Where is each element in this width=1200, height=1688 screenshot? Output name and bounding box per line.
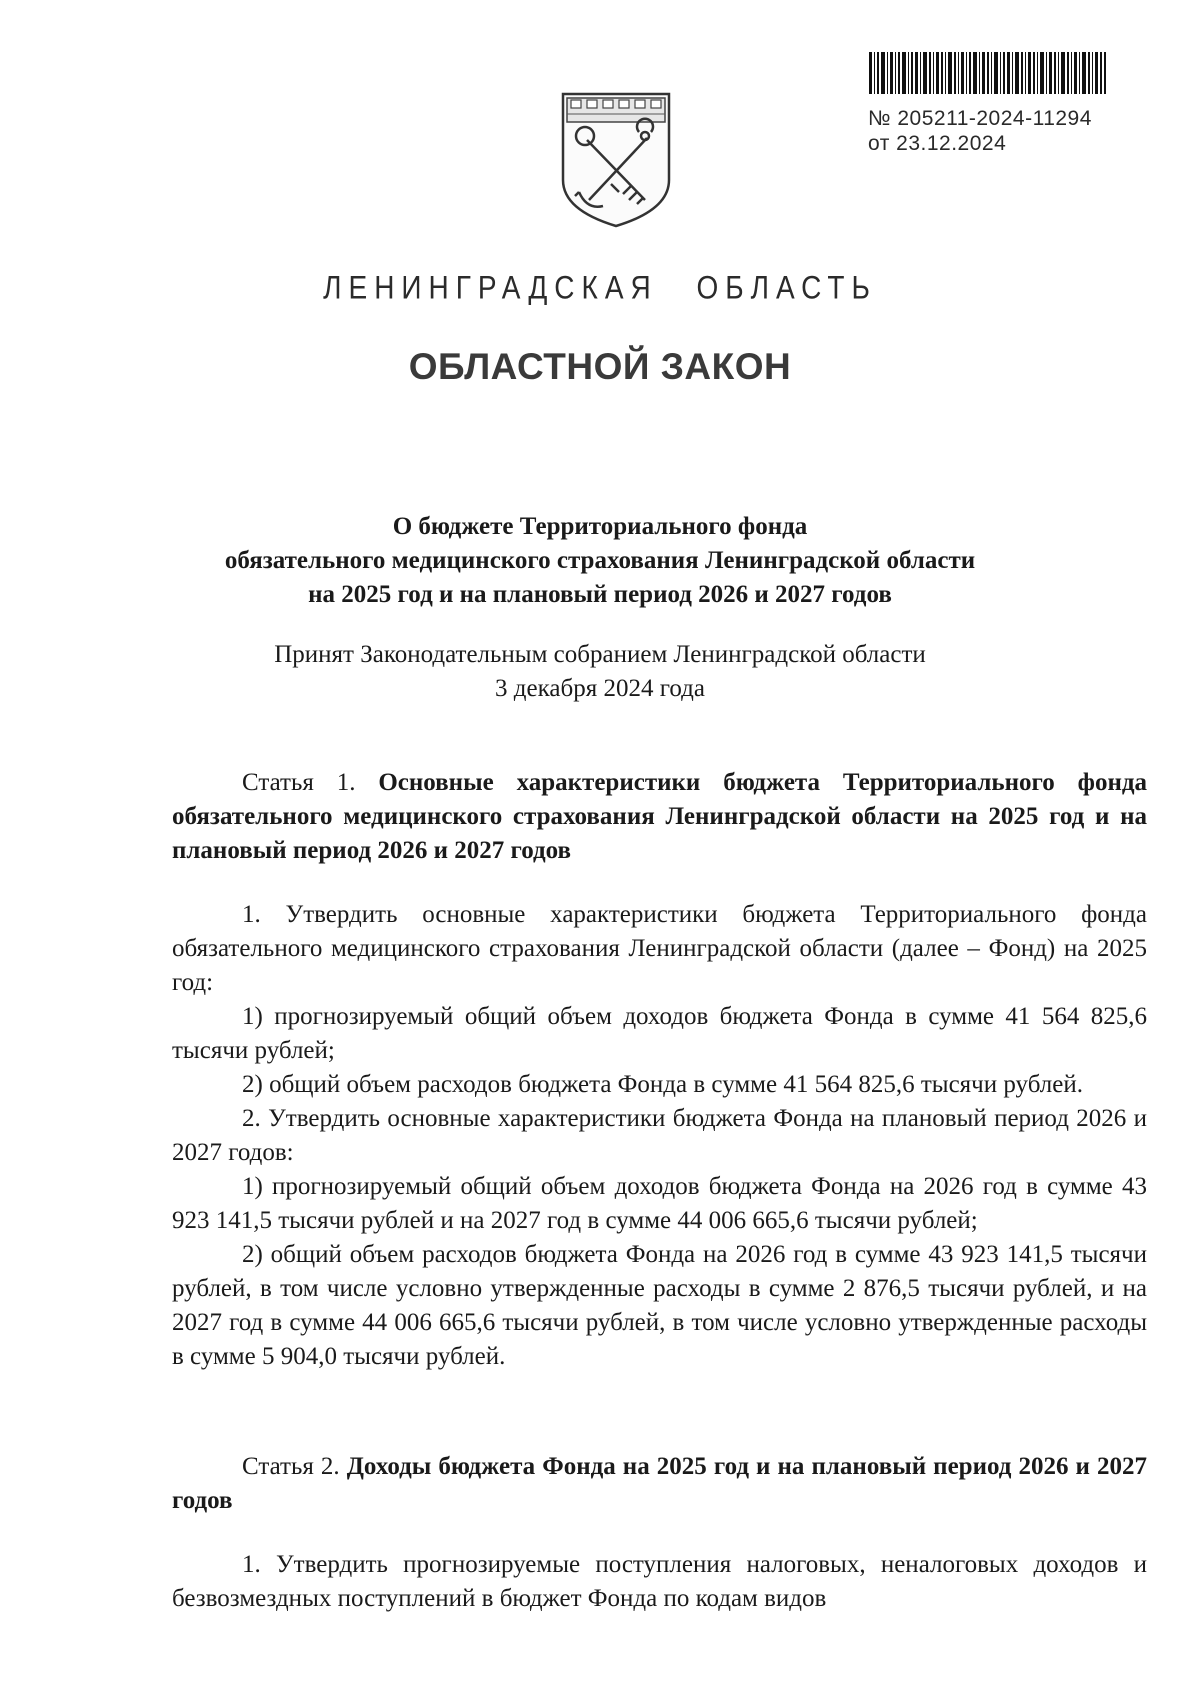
registration-number: № 205211-2024-11294: [868, 107, 1092, 130]
law-title-line-2: обязательного медицинского страхования Ленинградской области: [224, 547, 976, 574]
adoption-note: [0, 638, 1200, 706]
article-1-prefix: Статья 1.: [242, 769, 356, 796]
law-title-line-1: О бюджете Территориального фонда: [392, 513, 808, 540]
article-2-title: Доходы бюджета Фонда на 2025 год и на плановый период 2026 и 2027 годов: [172, 1453, 1147, 1514]
article-1-item-2-2: 2) общий объем расходов бюджета Фонда на 2026 год в сумме 43 923 141,5 тысячи рублей, в том числе условно утвержденные расходы в сумме 2 876,5 тысячи рублей, и на 2027 год в сумме 44 006 665,6 тысячи рублей, в том числе условно утвержденные расходы в сумме 5 904,0 тысячи рублей.: [172, 1241, 1147, 1370]
article-1: [172, 766, 1147, 1374]
barcode-icon: [869, 52, 1106, 94]
region-heading: ЛЕНИНГРАДСКАЯ ОБЛАСТЬ: [323, 269, 877, 306]
article-1-item-2-1: 1) прогнозируемый общий объем доходов бюджета Фонда на 2026 год в сумме 43 923 141,5 тысячи рублей и на 2027 год в сумме 44 006 665,6 тысячи рублей;: [172, 1173, 1147, 1234]
article-1-item-1-2: 2) общий объем расходов бюджета Фонда в сумме 41 564 825,6 тысячи рублей.: [242, 1071, 1084, 1098]
article-1-paragraph-1: 1. Утвердить основные характеристики бюджета Территориального фонда обязательного медицинского страхования Ленинградской области (далее – Фонд) на 2025 год:: [172, 901, 1147, 996]
adoption-line-2: 3 декабря 2024 года: [495, 675, 705, 702]
article-1-title: Основные характеристики бюджета Территориального фонда обязательного медицинского страхования Ленинградской области на 2025 год и на плановый период 2026 и 2027 годов: [172, 769, 1147, 864]
law-title: [0, 510, 1200, 612]
registration-block: [868, 106, 1092, 156]
registration-date: от 23.12.2024: [868, 132, 1007, 155]
article-1-paragraph-2: 2. Утвердить основные характеристики бюджета Фонда на плановый период 2026 и 2027 годов:: [172, 1105, 1147, 1166]
adoption-line-1: Принят Законодательным собранием Ленинградской области: [274, 641, 926, 668]
article-2-paragraph-1: 1. Утвердить прогнозируемые поступления налоговых, неналоговых доходов и безвозмездных поступлений в бюджет Фонда по кодам видов: [172, 1551, 1147, 1612]
article-2-heading: [172, 1450, 1147, 1518]
coat-of-arms-icon: [557, 88, 675, 230]
law-title-line-3: на 2025 год и на плановый период 2026 и 2027 годов: [308, 581, 892, 608]
law-type-heading: ОБЛАСТНОЙ ЗАКОН: [408, 346, 792, 387]
article-2: [172, 1450, 1147, 1616]
article-1-item-1-1: 1) прогнозируемый общий объем доходов бюджета Фонда в сумме 41 564 825,6 тысячи рублей;: [172, 1003, 1147, 1064]
article-2-prefix: Статья 2.: [242, 1453, 340, 1480]
article-1-heading: [172, 766, 1147, 868]
